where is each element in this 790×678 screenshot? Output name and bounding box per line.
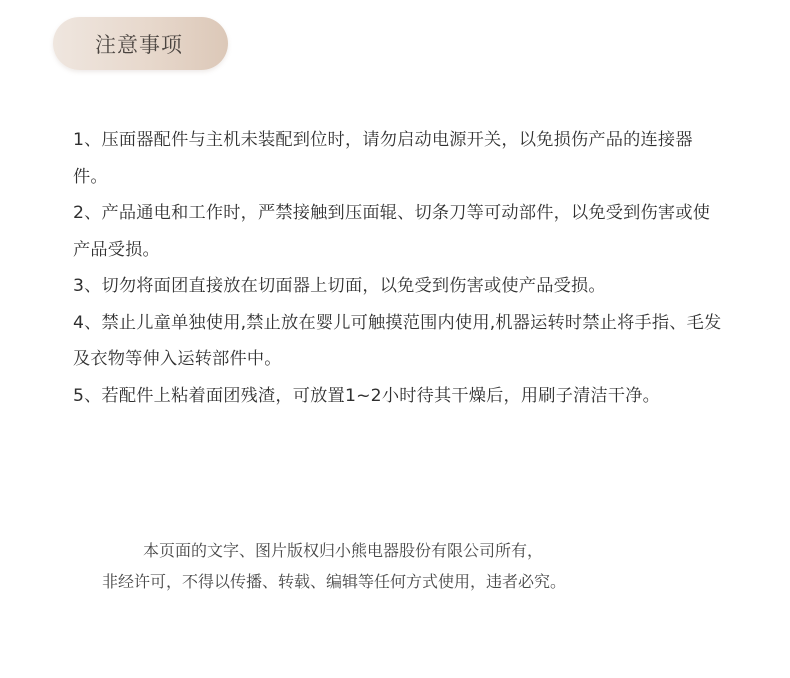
note-item: 2、产品通电和工作时，严禁接触到压面辊、切条刀等可动部件，以免受到伤害或使产品受损。 xyxy=(73,203,711,260)
note-item: 1、压面器配件与主机未装配到位时，请勿启动电源开关，以免损伤产品的连接器件。 xyxy=(73,130,693,187)
copyright-line-1: 本页面的文字、图片版权归小熊电器股份有限公司所有， xyxy=(143,541,544,560)
note-item: 3、切勿将面团直接放在切面器上切面，以免受到伤害或使产品受损。 xyxy=(73,276,606,296)
section-title: 注意事项 xyxy=(95,32,183,57)
note-item: 5、若配件上粘着面团残渣，可放置1~2小时待其干燥后，用刷子清洁干净。 xyxy=(73,385,661,406)
notes-list xyxy=(73,122,723,414)
copyright-line-2: 非经许可，不得以传播、转载、编辑等任何方式使用，违者必究。 xyxy=(102,572,567,591)
section-title-badge xyxy=(53,17,228,70)
note-item: 4、禁止儿童单独使用,禁止放在婴儿可触摸范围内使用,机器运转时禁止将手指、毛发及衣物等伸入运转部件中。 xyxy=(73,312,722,369)
